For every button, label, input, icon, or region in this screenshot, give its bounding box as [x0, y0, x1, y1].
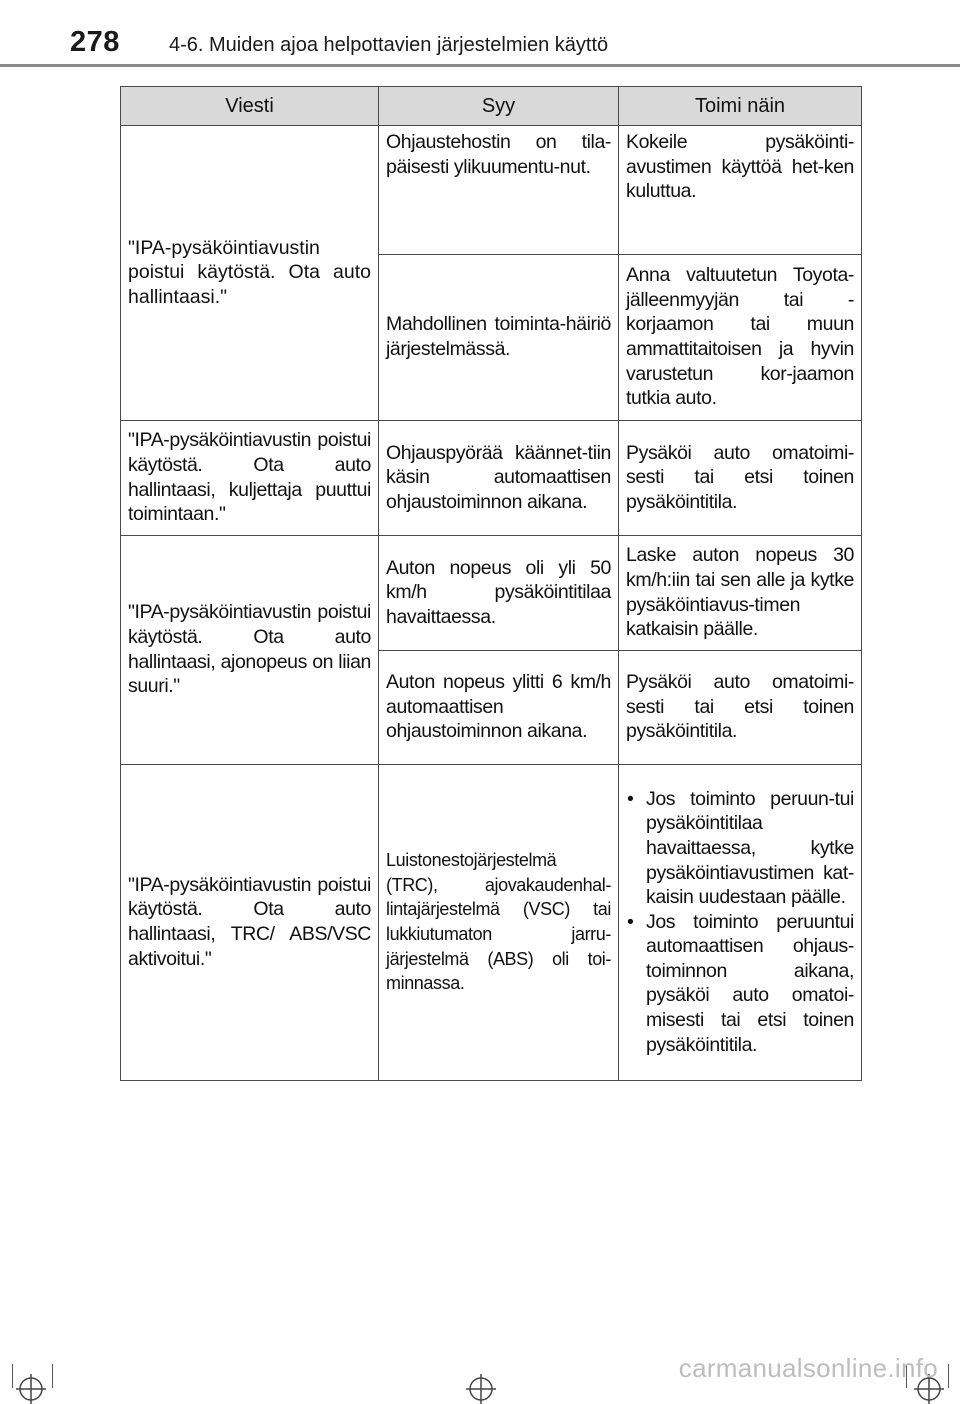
page-number: 278 [70, 26, 120, 58]
table-header-row [121, 87, 862, 126]
message-cell: "IPA-pysäköintiavustin poistui käytöstä. Ota auto hallintaasi." [121, 126, 379, 421]
watermark-text: carmanualsonline.info [678, 1353, 938, 1383]
table-row [121, 765, 862, 1081]
table-row [121, 126, 862, 255]
action-cell [619, 765, 862, 1081]
page-header [0, 0, 960, 70]
action-bullet-list [626, 787, 854, 1058]
cause-cell: Ohjauspyörää käännet-tiin käsin automaattisen ohjaustoiminnon aikana. [379, 421, 619, 536]
table-row [121, 536, 862, 651]
action-cell: Pysäköi auto omatoimi-sesti tai etsi toinen pysäköintitila. [619, 421, 862, 536]
action-cell: Anna valtuutetun Toyota-jälleenmyyjän tai -korjaamon tai muun ammattitaitoisen ja hyvin varustetun kor-jaamon tutkia auto. [619, 255, 862, 421]
crop-tick [948, 1364, 949, 1388]
action-cell: Pysäköi auto omatoimi-sesti tai etsi toinen pysäköintitila. [619, 651, 862, 765]
cause-cell: Auton nopeus ylitti 6 km/h automaattisen ohjaustoiminnon aikana. [379, 651, 619, 765]
action-cell: Laske auton nopeus 30 km/h:iin tai sen alle ja kytke pysäköintiavus-timen katkaisin päälle. [619, 536, 862, 651]
section-title: 4-6. Muiden ajoa helpottavien järjestelmien käyttö [169, 34, 609, 56]
header-divider [0, 64, 960, 67]
table-row [121, 421, 862, 536]
crop-tick [12, 1364, 13, 1388]
cause-cell: Luistonestojärjestelmä (TRC), ajovakaudenhal-lintajärjestelmä (VSC) tai lukkiutumaton jarru-järjestelmä (ABS) oli toi-minnassa. [379, 765, 619, 1081]
crosshair-icon [466, 1374, 496, 1404]
column-header-action: Toimi näin [619, 87, 862, 126]
message-cell: "IPA-pysäköintiavustin poistui käytöstä. Ota auto hallintaasi, TRC/ ABS/VSC aktivoitui." [121, 765, 379, 1081]
cause-cell: Mahdollinen toiminta-häiriö järjestelmässä. [379, 255, 619, 421]
crop-tick [52, 1364, 53, 1388]
cause-cell: Ohjaustehostin on tila-päisesti ylikuumentu-nut. [379, 126, 619, 255]
action-bullet-item: • Jos toiminto peruun-tui pysäköintitilaa havaittaessa, kytke pysäköintiavustimen kat-kaisin uudestaan päälle. [626, 787, 854, 910]
cause-cell: Auton nopeus oli yli 50 km/h pysäköintitilaa havaittaessa. [379, 536, 619, 651]
message-cell: "IPA-pysäköintiavustin poistui käytöstä. Ota auto hallintaasi, ajonopeus on liian suuri." [121, 536, 379, 765]
message-cell: "IPA-pysäköintiavustin poistui käytöstä. Ota auto hallintaasi, kuljettaja puuttui toimintaan." [121, 421, 379, 536]
crosshair-icon [16, 1374, 46, 1404]
message-table [120, 86, 862, 1081]
column-header-message: Viesti [121, 87, 379, 126]
column-header-cause: Syy [379, 87, 619, 126]
action-cell: Kokeile pysäköinti-avustimen käyttöä het-ken kuluttua. [619, 126, 862, 255]
action-bullet-item: • Jos toiminto peruuntui automaattisen ohjaus-toiminnon aikana, pysäköi auto omatoi-misesti tai etsi toinen pysäköintitila. [626, 910, 854, 1058]
